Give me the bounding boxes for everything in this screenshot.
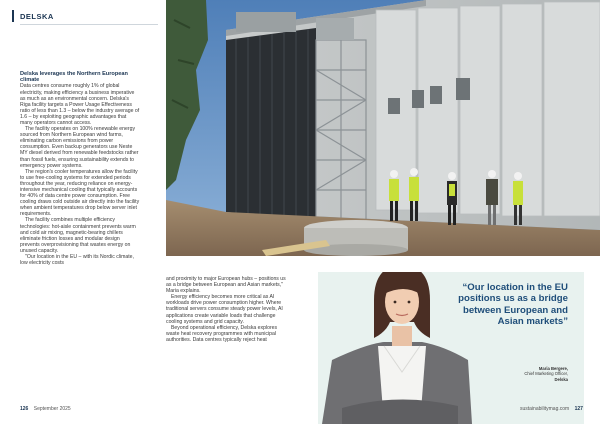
paragraph: and proximity to major European hubs – positions us as a bridge between European and Asian markets," Maria explains. — [166, 276, 286, 295]
roof-unit — [316, 18, 354, 40]
paragraph: Beyond operational efficiency, Delska explores waste heat recovery programmes with municipal authorities. Data centres typically reject heat — [166, 324, 278, 343]
data-centre-photo — [166, 0, 600, 256]
pull-quote: “Our location in the EU positions us as a bridge between European and Asian markets” — [458, 282, 568, 328]
article-column-1 — [20, 71, 140, 266]
header-rule — [20, 24, 158, 25]
roof-equipment — [236, 12, 296, 32]
page-number-left: 126 — [20, 406, 29, 412]
paragraph: The region's cooler temperatures allow the facility to use free-cooling systems for extended periods throughout the year, reducing reliance on energy-intensive mechanical cooling that typically accounts for 40% of data centre power consumption. Free cooling draws cold outside air directly into the facility when ambient temperatures drop below server inlet requirements. — [20, 168, 140, 218]
footer-right — [520, 406, 583, 412]
neck — [392, 326, 412, 346]
attribution-company: Delska — [554, 376, 568, 382]
article-heading: Delska leverages the Northern European climate — [20, 71, 128, 84]
issue-date: September 2025 — [33, 406, 71, 412]
attribution-name: Maria Bergere, — [538, 366, 568, 371]
facility-illustration — [166, 0, 600, 256]
paragraph: The facility operates on 100% renewable energy sourced from Northern European wind farms, eliminating carbon emissions from power consumption. Even backup generators use Neste MY diesel derived from renewable feedstocks rather than fossil fuels, ensuring sustainability extends to emergency power systems. — [20, 126, 139, 169]
paragraph: The facility combines multiple efficiency technologies: hot-aisle containment prevents warm and cold air mixing, magnetic-bearing chillers eliminate friction losses and modular design prevents overprovisioning that wastes energy on unused capacity. — [20, 217, 136, 254]
article-column-2 — [166, 276, 288, 343]
dark-facade — [226, 28, 316, 220]
quote-attribution — [470, 366, 568, 382]
page-number-right: 127 — [574, 406, 583, 412]
site-url: sustainabilitymag.com — [520, 406, 570, 412]
paragraph: "Our location in the EU – with its Nordic climate, low electricity costs — [20, 254, 134, 267]
paragraph: Data centres consume roughly 1% of global electricity, making efficiency a business imperative as much as an environmental concern. Delska's Riga facility targets a Power Usage Effectiveness ratio of less than 1.3 – below the industry average of 1.6 – by exploiting geographic advantages that many operators cannot access. — [20, 83, 140, 126]
section-label: DELSKA — [20, 12, 54, 21]
eye — [394, 301, 397, 304]
eye — [408, 301, 411, 304]
footer-left — [20, 406, 71, 412]
paragraph: Energy efficiency becomes more critical as AI workloads drive power consumption higher. Where traditional servers consume steady power levels, AI applications create variable loads that challenge cooling systems and grid capacity. — [166, 294, 283, 325]
attribution-title: Chief Marketing Officer, — [524, 371, 568, 377]
